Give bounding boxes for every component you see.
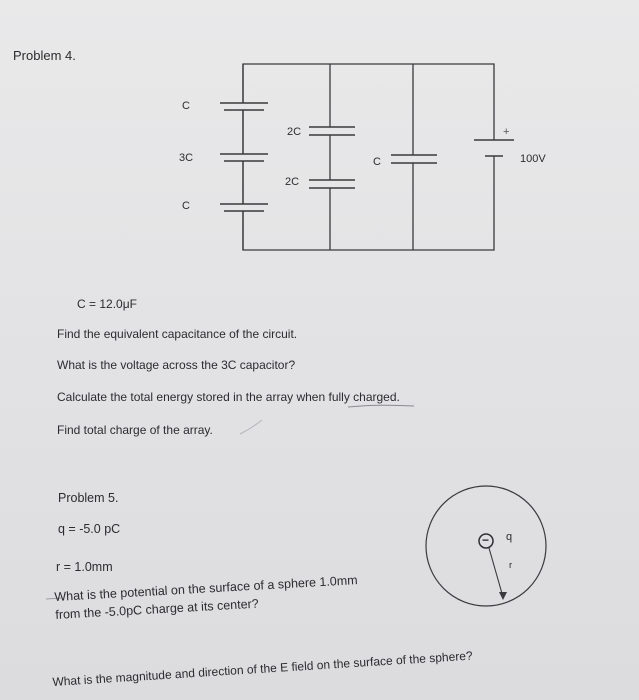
given-capacitance: C = 12.0μF [77,297,137,311]
radius-r-label: r [509,560,513,571]
given-radius: r = 1.0mm [56,560,113,574]
battery-plus-sign: + [503,126,510,138]
given-charge: q = -5.0 pC [58,522,121,536]
label-c-top: C [182,100,190,112]
charge-sign: − [482,533,490,547]
question-total-charge: Find total charge of the array. [57,423,213,437]
question-potential-line2: from the -5.0pC charge at its center? [55,596,260,622]
charge-q-label: q [506,531,513,543]
battery-voltage-label: 100V [520,153,546,165]
radius-arrow-head [499,592,507,600]
radius-arrow [489,548,503,597]
question-e-field: What is the magnitude and direction of the E field on the surface of the sphere? [52,648,473,689]
label-3c: 3C [179,152,194,164]
question-potential-line1: What is the potential on the surface of a sphere 1.0mm [54,573,358,604]
label-c-mid: C [373,156,381,168]
label-2c-bottom: 2C [285,176,300,188]
problem-4-title: Problem 4. [13,48,76,63]
question-total-energy: Calculate the total energy stored in the array when fully charged. [57,390,400,404]
question-equivalent-capacitance: Find the equivalent capacitance of the circuit. [57,327,298,341]
question-voltage-3c: What is the voltage across the 3C capacitor? [57,358,296,372]
label-c-bottom: C [182,200,190,212]
problem-5-title: Problem 5. [58,491,119,505]
label-2c-top: 2C [287,126,302,138]
